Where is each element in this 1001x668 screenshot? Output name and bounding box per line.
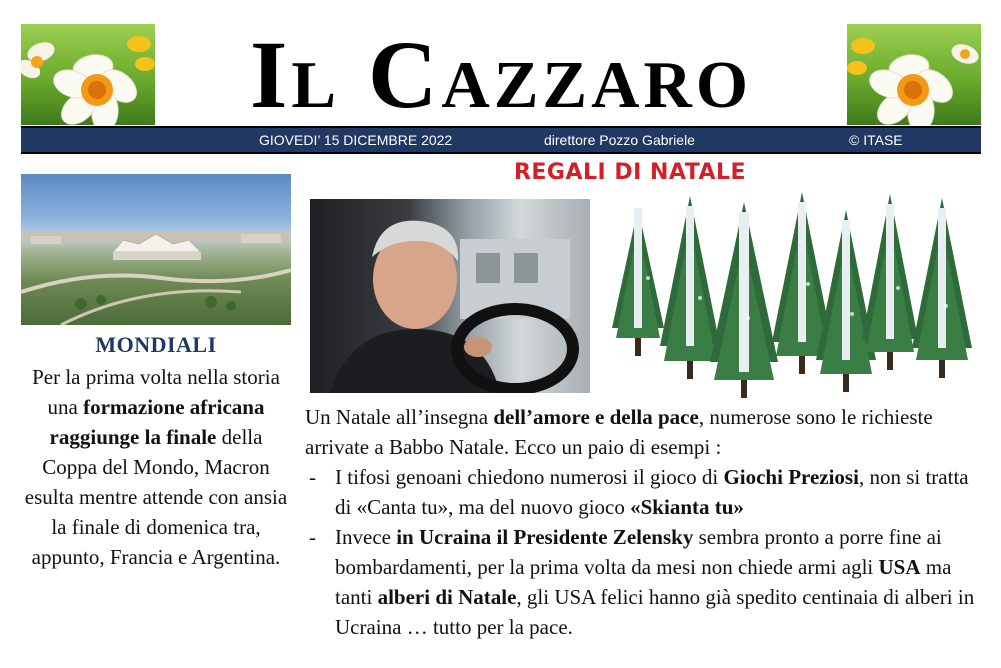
stadium-image <box>21 174 291 325</box>
request-list <box>305 462 985 642</box>
left-article-heading: MONDIALI <box>95 332 217 357</box>
issue-date: GIOVEDI’ 15 DICEMBRE 2022 <box>259 132 453 148</box>
bullet-segment: sembra pronto a porre fine ai bombardamenti, per la prima volta da mesi non chiede armi agli <box>335 525 942 579</box>
bullet-segment-bold: USA <box>878 555 921 579</box>
daffodil-image-right <box>847 24 981 125</box>
bullet-segment-bold: Giochi Preziosi <box>723 465 859 489</box>
bullet-segment-bold: «Skianta tu» <box>630 495 744 519</box>
intro-segment: , numerose sono le richieste arrivate a Babbo Natale. Ecco un paio di esempi : <box>305 405 933 459</box>
intro-segment-bold: dell’amore e della pace <box>493 405 699 429</box>
bullet-segment: Invece <box>335 525 397 549</box>
left-article-body <box>24 362 288 572</box>
request-list-item <box>305 522 985 642</box>
missile-trees-image <box>608 188 986 400</box>
bullet-segment-bold: in Ucraina il Presidente Zelensky <box>396 525 694 549</box>
intro-segment: Un Natale all’insegna <box>305 405 494 429</box>
date-banner <box>21 126 981 154</box>
main-article-body <box>305 402 985 642</box>
main-article-title: REGALI DI NATALE <box>513 160 747 185</box>
portrait-image <box>310 199 590 393</box>
main-article-intro <box>305 402 985 462</box>
left-text-segment: della Coppa del Mondo, Macron esulta mentre attende con ansia la finale di domenica tra, appunto, Francia e Argentina. <box>24 425 288 569</box>
director-credit: direttore Pozzo Gabriele <box>544 132 695 148</box>
bullet-segment: I tifosi genoani chiedono numerosi il gioco di <box>335 465 724 489</box>
bullet-segment: ma tanti <box>335 555 952 609</box>
bullet-segment: , non si tratta di «Canta tu», ma del nuovo gioco <box>335 465 969 519</box>
left-text-segment-bold: formazione africana raggiunge la finale <box>49 395 265 449</box>
newspaper-title: Il Cazzaro <box>249 26 753 124</box>
copyright-notice: © ITASE <box>849 132 903 148</box>
bullet-segment-bold: alberi di Natale <box>377 585 517 609</box>
left-text-segment: Per la prima volta nella storia una <box>32 365 280 419</box>
daffodil-image-left <box>21 24 155 125</box>
bullet-segment: , gli USA felici hanno già spedito centinaia di alberi in Ucraina … tutto per la pace. <box>335 585 975 639</box>
request-list-item <box>305 462 985 522</box>
